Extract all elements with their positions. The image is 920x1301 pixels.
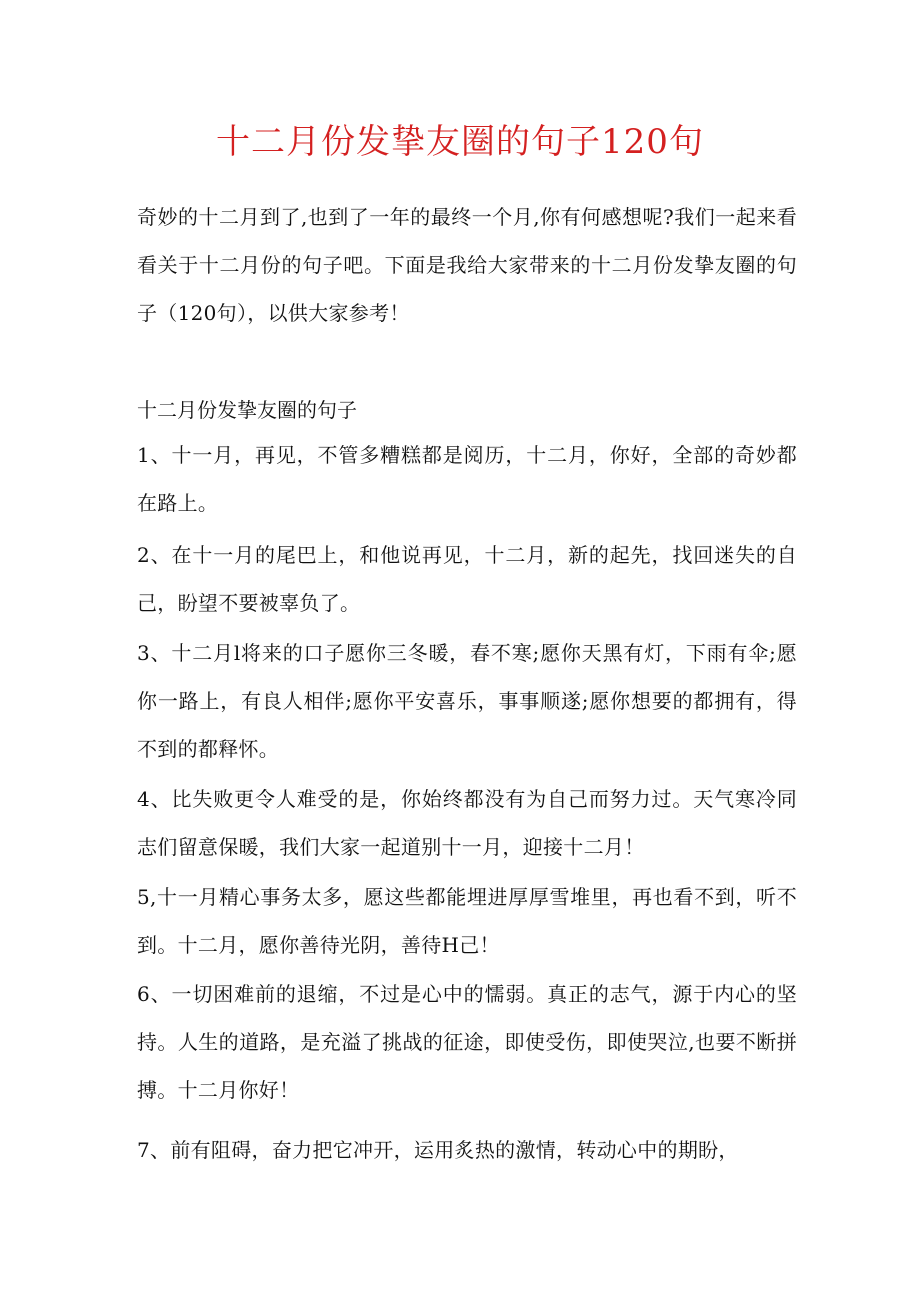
section-heading: 十二月份发挚友圈的句子 [137, 398, 357, 422]
list-item: 6、一切困难前的退缩，不过是心中的懦弱。真正的志气，源于内心的坚持。人生的道路，是充溢了挑战的征途，即使受伤，即使哭泣,也要不断拼搏。十二月你好！ [137, 982, 797, 1102]
list-item: 4、比失败更令人难受的是，你始终都没有为自己而努力过。天气寒冷同志们留意保暖，我们大家一起道别十一月，迎接十二月！ [137, 787, 797, 859]
list-item: 3、十二月l将来的口子愿你三冬暖，春不寒;愿你天黑有灯，下雨有伞;愿你一路上，有良人相伴;愿你平安喜乐，事事顺遂;愿你想要的都拥有，得不到的都释怀。 [137, 641, 797, 761]
document-title: 十二月份发挚友圈的句子120句 [216, 122, 704, 162]
list-item: 5,十一月精心事务太多，愿这些都能埋进厚厚雪堆里，再也看不到，听不到。十二月，愿你善待光阴，善待H己！ [137, 885, 797, 957]
list-item: 2、在十一月的尾巴上，和他说再见，十二月，新的起先，找回迷失的自己，盼望不要被辜负了。 [137, 543, 797, 615]
list-item: 7、前有阻碍，奋力把它冲开，运用炙热的激情，转动心中的期盼， [137, 1138, 739, 1162]
list-item: 1、十一月，再见，不管多糟糕都是阅历，十二月，你好，全部的奇妙都在路上。 [137, 443, 797, 515]
intro-paragraph: 奇妙的十二月到了,也到了一年的最终一个月,你有何感想呢?我们一起来看看关于十二月份的句子吧。下面是我给大家带来的十二月份发挚友圈的句子（120句），以供大家参考！ [137, 205, 797, 325]
